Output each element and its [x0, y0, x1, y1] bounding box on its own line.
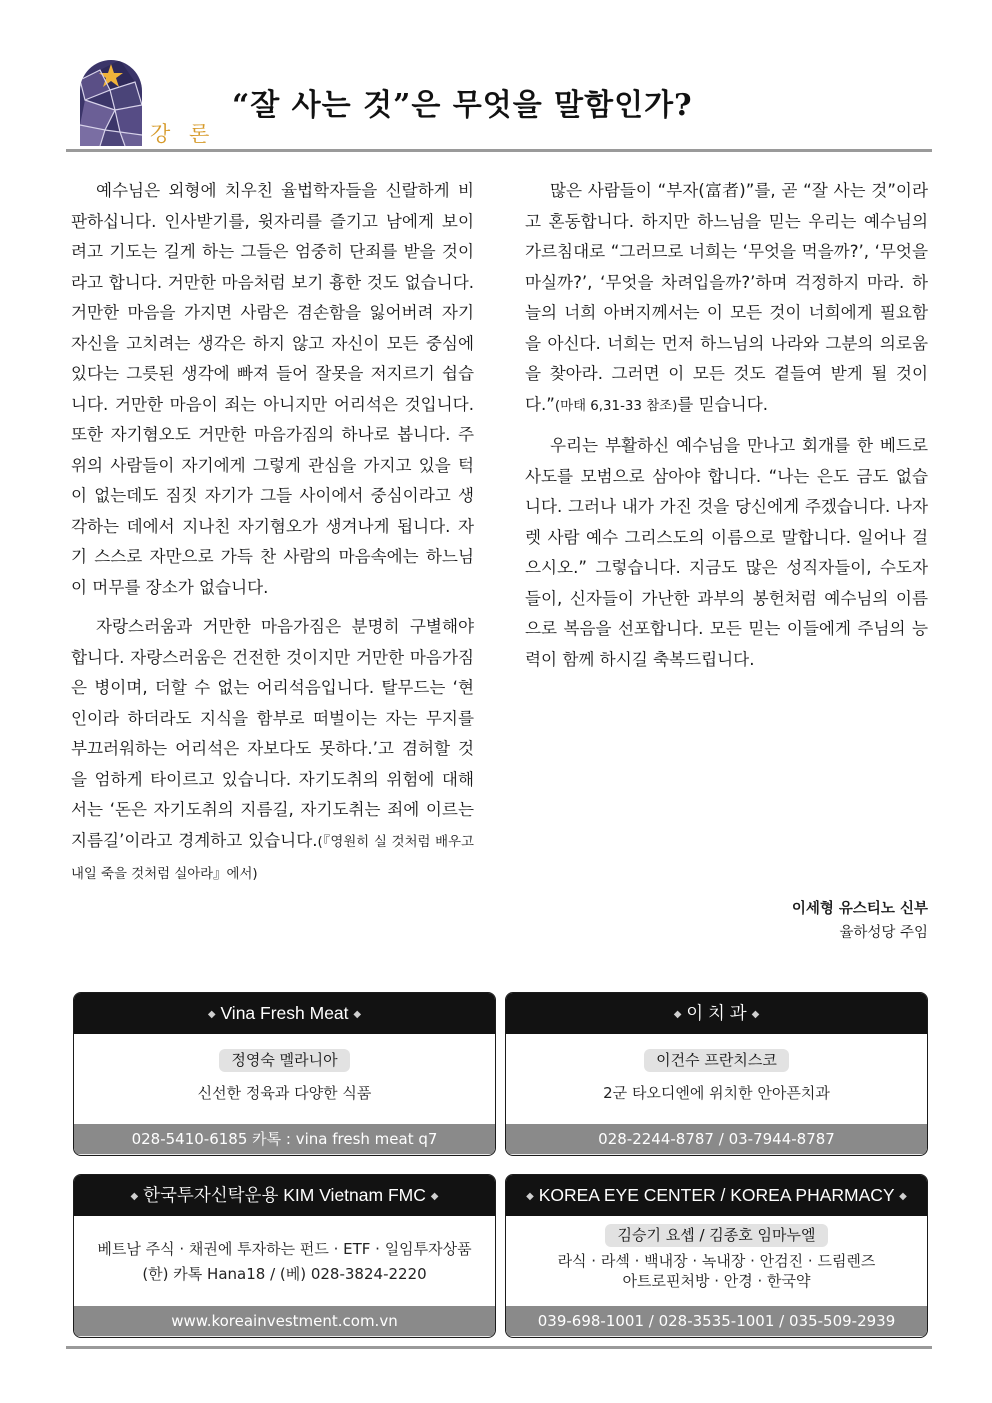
stained-glass-logo — [80, 60, 142, 146]
diamond-icon: ◆ — [673, 1009, 682, 1020]
diamond-icon: ◆ — [353, 1009, 362, 1020]
ad-card-footer: 028-2244-8787 / 03-7944-8787 — [506, 1124, 927, 1154]
page-header — [66, 58, 932, 152]
ad-card-title: 한국투자신탁운용 KIM Vietnam FMC — [143, 1185, 426, 1205]
article-left-column — [71, 176, 474, 900]
ad-card-body — [74, 1216, 495, 1306]
ad-card-footer: 028-5410-6185 카톡 : vina fresh meat q7 — [74, 1124, 495, 1154]
ad-contact: (한) 카톡 Hana18 / (베) 028-3824-2220 — [142, 1265, 427, 1283]
diamond-icon: ◆ — [751, 1009, 760, 1020]
paragraph-text: 많은 사람들이 “부자(富者)”를, 곧 “잘 사는 것”이라고 혼동합니다. 하지만 하느님을 믿는 우리는 예수님의 가르침대로 “그러므로 너희는 ‘무엇을 먹을까?’, ‘무엇을 마실까?’, ‘무엇을 차려입을까?’하며 걱정하지 마라. 하늘의 너희 아버지께서는 이 모든 것이 너희에게 필요함을 아신다. 너희는 먼저 하느님의 나라와 그분의 의로움을 찾아라. 그러면 이 모든 것도 곁들여 받게 될 것이다.” — [525, 181, 928, 414]
ad-description: 아트로핀처방 · 안경 · 한국약 — [622, 1272, 811, 1290]
diamond-icon: ◆ — [130, 1191, 139, 1202]
article-paragraph — [71, 612, 474, 891]
ad-card-korea-investment — [73, 1174, 496, 1338]
ad-card-title: KOREA EYE CENTER / KOREA PHARMACY — [538, 1185, 895, 1205]
paragraph-text: 자랑스러움과 거만한 마음가짐은 분명히 구별해야 합니다. 자랑스러움은 건전한 것이지만 거만한 마음가짐은 병이며, 더할 수 없는 어리석음입니다. 탈무드는 ‘현인이라 하더라도 지식을 함부로 떠벌이는 자는 무지를 부끄러워하는 어리석은 자보다도 못하다.’고 겸허할 것을 엄하게 타이르고 있습니다. 자기도취의 위험에 대해서는 ‘돈은 자기도취의 지름길, 자기도취는 죄에 이르는 지름길’이라고 경계하고 있습니다. — [71, 617, 474, 850]
ad-description: 베트남 주식 · 채권에 투자하는 펀드 · ETF · 일임투자상품 — [97, 1240, 472, 1258]
ad-contact-name: 이건수 프란치스코 — [644, 1049, 789, 1072]
article-paragraph — [525, 176, 928, 422]
ad-card-body — [506, 1034, 927, 1124]
article-right-column — [525, 176, 928, 684]
diamond-icon: ◆ — [430, 1191, 439, 1202]
diamond-icon: ◆ — [207, 1009, 216, 1020]
page-title: “잘 사는 것”은 무엇을 말함인가? — [232, 88, 693, 123]
ad-card-body — [506, 1216, 927, 1306]
ad-description: 라식 · 라섹 · 백내장 · 녹내장 · 안검진 · 드림렌즈 — [557, 1252, 876, 1270]
ad-description: 신선한 정육과 다양한 식품 — [197, 1084, 372, 1102]
paragraph-text: 를 믿습니다. — [677, 394, 768, 414]
signature — [792, 897, 928, 945]
author-role: 율하성당 주임 — [839, 925, 928, 941]
ad-card-korea-eye-center — [505, 1174, 928, 1338]
ad-contact-name: 정영숙 멜라니아 — [219, 1049, 349, 1072]
ad-card-header — [506, 993, 927, 1034]
ad-card-title: Vina Fresh Meat — [220, 1003, 349, 1023]
author-name: 이세형 유스티노 신부 — [791, 901, 928, 917]
section-label: 강 론 — [150, 122, 216, 146]
scripture-reference: (마태 6,31-33 참조) — [554, 398, 678, 414]
ad-card-dental-clinic — [505, 992, 928, 1156]
ad-card-footer: 039-698-1001 / 028-3535-1001 / 035-509-2939 — [506, 1306, 927, 1336]
ad-card-vina-fresh-meat — [73, 992, 496, 1156]
ad-card-footer: www.koreainvestment.com.vn — [74, 1306, 495, 1336]
ad-card-header — [506, 1175, 927, 1216]
ad-description: 2군 타오디엔에 위치한 안아픈치과 — [603, 1084, 830, 1102]
ad-card-body — [74, 1034, 495, 1124]
ad-card-header — [74, 1175, 495, 1216]
diamond-icon: ◆ — [899, 1191, 907, 1202]
ad-card-header — [74, 993, 495, 1034]
ad-contact-name: 김승기 요셉 / 김종호 임마누엘 — [605, 1224, 827, 1247]
ad-card-title: 이 치 과 — [686, 1003, 747, 1023]
diamond-icon: ◆ — [526, 1191, 534, 1202]
source-note: (『영원히 실 것처럼 배우고 내일 죽을 것처럼 실아라』에서) — [71, 834, 474, 882]
article-paragraph: 우리는 부활하신 예수님을 만나고 회개를 한 베드로 사도를 모범으로 삼아야 합니다. “나는 은도 금도 없습니다. 그러나 내가 가진 것을 당신에게 주겠습니다. 나자렛 사람 예수 그리스도의 이름으로 말합니다. 일어나 걸으시오.” 그렇습니다. 지금도 많은 성직자들이, 수도자들이, 신자들이 가난한 과부의 봉헌처럼 예수님의 이름으로 복음을 선포합니다. 모든 믿는 이들에게 주님의 능력이 함께 하시길 축복드립니다. — [525, 436, 928, 669]
bottom-divider — [66, 1346, 932, 1349]
top-divider — [66, 149, 932, 152]
article-paragraph: 예수님은 외형에 치우친 율법학자들을 신랄하게 비판하십니다. 인사받기를, 윗자리를 즐기고 남에게 보이려고 기도는 길게 하는 그들은 엄중히 단죄를 받을 것이라고 합니다. 거만한 마음처럼 보기 흉한 것도 없습니다. 거만한 마음을 가지면 사람은 겸손함을 잃어버려 자기 자신을 고치려는 생각은 하지 않고 자신이 모든 중심에 있다는 그릇된 생각에 빠져 들어 잘못을 저지르기 쉽습니다. 거만한 마음이 죄는 아니지만 어리석은 것입니다. 또한 자기혐오도 거만한 마음가짐의 하나로 봅니다. 주위의 사람들이 자기에게 그렇게 관심을 가지고 있을 턱이 없는데도 짐짓 자기가 그들 사이에서 중심이라고 생각하는 데에서 지나친 자기혐오가 생겨나게 됩니다. 자기 스스로 자만으로 가득 찬 사람의 마음속에는 하느님이 머무를 장소가 없습니다. — [71, 181, 474, 597]
